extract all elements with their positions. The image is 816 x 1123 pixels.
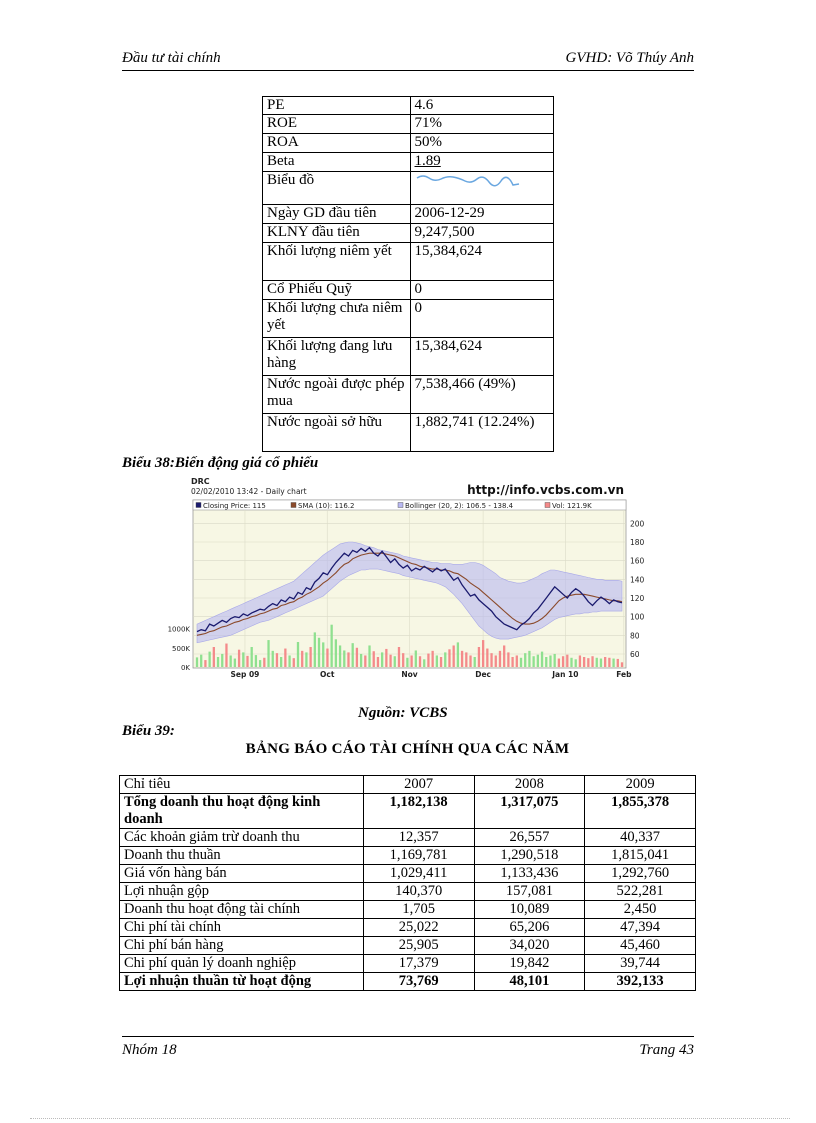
chart-volume-bar [503,645,505,667]
info-value: 71% [410,115,554,134]
chart-volume-bar [575,659,577,667]
fin-row-label: Tổng doanh thu hoạt động kinh doanh [120,794,364,829]
chart-volume-bar [604,657,606,667]
fin-cell: 1,182,138 [363,794,474,829]
info-key: ROE [263,115,411,134]
chart-volume-bar [200,655,202,667]
info-row [263,172,554,205]
info-value: 0 [410,281,554,300]
chart-volume-bar [322,642,324,667]
info-key: Nước ngoài sở hữu [263,414,411,452]
info-value: 7,538,466 (49%) [410,376,554,414]
chart-volume-bar [562,656,564,667]
chart-volume-bar [335,639,337,667]
chart-volume-bar [587,658,589,667]
chart-volume-bar [339,645,341,667]
chart-volume-bar [457,642,459,667]
chart-site: http://info.vcbs.com.vn [467,483,624,497]
info-key: Cổ Phiếu Quỹ [263,281,411,300]
chart-legend-swatch [291,503,296,508]
chart-volume-bar [545,657,547,667]
fin-cell: 1,292,760 [585,865,696,883]
chart-volume-bar [511,657,513,667]
info-row [263,115,554,134]
chart-volume-bar [402,653,404,667]
chart-volume-bar [288,655,290,667]
price-chart-svg [168,476,648,686]
info-value: 4.6 [410,97,554,115]
info-row [263,134,554,153]
chart-volume-bar [583,657,585,667]
page-bottom-rule [30,1118,790,1119]
chart-volume-bar [591,656,593,667]
fin-row [120,847,696,865]
chart-volume-bar [486,649,488,667]
fin-cell: 1,317,075 [474,794,585,829]
page-footer [122,1036,694,1063]
chart-y-tick: 200 [630,519,645,529]
info-key: ROA [263,134,411,153]
chart-volume-bar [612,659,614,667]
chart-x-tick: Oct [320,670,335,679]
info-key: Ngày GD đầu tiên [263,205,411,224]
chart-volume-bar [596,658,598,667]
chart-source: Nguồn: VCBS [358,705,448,721]
chart-ticker: DRC [191,477,210,486]
info-row [263,281,554,300]
fin-cell: 392,133 [585,973,696,991]
chart-volume-bar [427,654,429,667]
footer-group: Nhóm 18 [122,1042,177,1058]
chart-volume-bar [423,659,425,667]
chart-volume-bar [389,655,391,667]
info-key: KLNY đầu tiên [263,224,411,243]
fin-row [120,901,696,919]
fin-header-year: 2008 [474,776,585,794]
chart-volume-bar [431,651,433,667]
info-value: 0 [410,300,554,338]
chart-x-tick: Jan 10 [552,670,579,679]
chart-volume-bar [558,659,560,667]
fin-cell: 1,029,411 [363,865,474,883]
footer-page: Trang 43 [639,1042,694,1058]
fin-cell: 25,905 [363,937,474,955]
fin-row-label: Lợi nhuận gộp [120,883,364,901]
info-value: 1,882,741 (12.24%) [410,414,554,452]
info-value [410,172,554,205]
info-row [263,224,554,243]
chart-volume-bar [453,645,455,667]
fin-row-label: Chi phí quản lý doanh nghiệp [120,955,364,973]
caption-38: Biểu 38:Biến động giá cổ phiếu [122,455,319,471]
fin-cell: 19,842 [474,955,585,973]
fin-cell: 47,394 [585,919,696,937]
chart-volume-bar [478,647,480,667]
chart-volume-bar [448,649,450,667]
fin-cell: 45,460 [585,937,696,955]
chart-volume-bar [482,640,484,667]
fin-row-label: Lợi nhuận thuần từ hoạt động [120,973,364,991]
chart-volume-bar [520,658,522,667]
chart-x-tick: Dec [475,670,491,679]
chart-volume-bar [541,652,543,667]
info-key: PE [263,97,411,115]
chart-volume-bar [490,653,492,667]
info-value: 15,384,624 [410,243,554,281]
info-value: 15,384,624 [410,338,554,376]
chart-volume-bar [444,652,446,667]
info-key: Khối lượng chưa niêm yết [263,300,411,338]
chart-volume-bar [221,654,223,667]
fin-header-row [120,776,696,794]
chart-y-tick: 140 [630,575,645,585]
fin-cell: 1,133,436 [474,865,585,883]
chart-volume-bar [364,655,366,667]
info-row [263,153,554,172]
chart-volume-bar [377,657,379,667]
fin-cell: 48,101 [474,973,585,991]
chart-volume-bar [465,652,467,667]
fin-cell: 1,705 [363,901,474,919]
fin-cell: 1,169,781 [363,847,474,865]
info-row [263,414,554,452]
chart-volume-bar [469,655,471,667]
chart-volume-bar [347,652,349,667]
chart-volume-bar [280,657,282,667]
fin-cell: 65,206 [474,919,585,937]
chart-volume-bar [373,651,375,667]
chart-volume-bar [415,650,417,667]
chart-volume-bar [259,660,261,667]
chart-volume-bar [398,647,400,667]
chart-volume-bar [524,653,526,667]
chart-volume-bar [284,649,286,667]
chart-volume-bar [436,655,438,667]
chart-volume-bar [234,659,236,667]
chart-volume-bar [314,632,316,667]
info-row [263,300,554,338]
fin-header-year: 2007 [363,776,474,794]
chart-volume-bar [213,647,215,667]
chart-y-tick: 160 [630,556,645,566]
fin-cell: 12,357 [363,829,474,847]
chart-volume-bar [208,652,210,667]
fin-row [120,973,696,991]
chart-legend-swatch [398,503,403,508]
chart-x-tick: Nov [401,670,418,679]
chart-volume-bar [579,655,581,667]
fin-cell: 26,557 [474,829,585,847]
chart-legend-label: SMA (10): 116.2 [298,502,355,510]
chart-volume-bar [570,658,572,667]
chart-volume-bar [394,656,396,667]
fin-cell: 140,370 [363,883,474,901]
chart-volume-bar [318,638,320,667]
chart-volume-bar [225,644,227,667]
chart-volume-bar [440,657,442,667]
chart-volume-bar [272,651,274,667]
chart-volume-bar [204,660,206,667]
chart-volume-bar [474,657,476,667]
info-value: 50% [410,134,554,153]
chart-volume-bar [566,655,568,667]
chart-y-tick: 120 [630,594,645,603]
chart-y-tick: 60 [630,650,640,659]
info-key: Biểu đồ [263,172,411,205]
fin-row [120,937,696,955]
fin-row-label: Chi phí bán hàng [120,937,364,955]
chart-legend-label: Bollinger (20, 2): 106.5 - 138.4 [405,502,514,510]
info-value: 1.89 [410,153,554,172]
info-row [263,376,554,414]
chart-volume-bar [600,659,602,667]
chart-legend-label: Vol: 121.9K [552,502,592,510]
chart-volume-bar [406,658,408,667]
fin-header-year: 2009 [585,776,696,794]
chart-volume-bar [368,645,370,667]
chart-volume-bar [352,643,354,667]
info-key: Khối lượng niêm yết [263,243,411,281]
fin-row [120,955,696,973]
chart-y-tick: 80 [630,631,640,641]
chart-volume-bar [516,655,518,667]
chart-legend-swatch [196,503,201,508]
chart-volume-bar [621,662,623,667]
fin-table-title: BẢNG BÁO CÁO TÀI CHÍNH QUA CÁC NĂM [245,741,570,757]
chart-subtitle: 02/02/2010 13:42 - Daily chart [191,487,307,496]
sparkline-line [417,176,519,186]
chart-volume-bar [537,655,539,667]
chart-volume-bar [276,653,278,667]
fin-row [120,919,696,937]
chart-volume-bar [343,650,345,667]
chart-volume-bar [385,649,387,667]
chart-volume-bar [461,651,463,667]
chart-legend-label: Closing Price: 115 [203,502,266,510]
fin-cell: 10,089 [474,901,585,919]
chart-legend-swatch [545,503,550,508]
chart-volume-bar [242,652,244,667]
fin-row [120,865,696,883]
info-value: 9,247,500 [410,224,554,243]
chart-vol-tick: 500K [172,644,190,653]
chart-vol-tick: 0K [180,664,190,672]
price-chart [168,476,648,686]
chart-volume-bar [309,647,311,667]
stock-info-table [262,96,554,452]
fin-cell: 34,020 [474,937,585,955]
info-row [263,338,554,376]
chart-volume-bar [238,650,240,667]
header-course: Đầu tư tài chính [122,50,221,66]
chart-volume-bar [410,655,412,667]
caption-39: Biểu 39: [122,723,175,739]
fin-row [120,829,696,847]
chart-volume-bar [297,642,299,667]
info-value: 2006-12-29 [410,205,554,224]
fin-row-label: Giá vốn hàng bán [120,865,364,883]
fin-cell: 157,081 [474,883,585,901]
chart-volume-bar [499,651,501,667]
fin-cell: 1,815,041 [585,847,696,865]
fin-cell: 17,379 [363,955,474,973]
fin-cell: 1,855,378 [585,794,696,829]
chart-volume-bar [554,654,556,667]
chart-volume-bar [360,654,362,667]
info-key: Nước ngoài được phép mua [263,376,411,414]
chart-x-tick: Sep 09 [230,670,260,679]
chart-volume-bar [331,625,333,667]
chart-y-tick: 180 [630,538,645,547]
info-key: Beta [263,153,411,172]
chart-volume-bar [356,648,358,667]
chart-volume-bar [230,655,232,667]
chart-volume-bar [246,656,248,667]
fin-row-label: Doanh thu thuần [120,847,364,865]
fin-row [120,883,696,901]
chart-volume-bar [495,655,497,667]
chart-volume-bar [528,651,530,667]
fin-row-label: Các khoản giảm trừ doanh thu [120,829,364,847]
chart-volume-bar [305,652,307,667]
chart-volume-bar [196,657,198,667]
info-row [263,97,554,115]
fin-cell: 40,337 [585,829,696,847]
chart-volume-bar [507,652,509,667]
chart-volume-bar [293,658,295,667]
chart-volume-bar [381,652,383,667]
fin-cell: 1,290,518 [474,847,585,865]
chart-y-tick: 100 [630,612,645,622]
chart-volume-bar [617,659,619,667]
chart-vol-tick: 1000K [168,625,190,634]
chart-volume-bar [419,656,421,667]
fin-row [120,794,696,829]
chart-volume-bar [549,655,551,667]
fin-cell: 73,769 [363,973,474,991]
info-key: Khối lượng đang lưu hàng [263,338,411,376]
chart-volume-bar [326,649,328,667]
page-header [122,48,694,71]
fin-row-label: Doanh thu hoạt động tài chính [120,901,364,919]
fin-row-label: Chi phí tài chính [120,919,364,937]
fin-cell: 25,022 [363,919,474,937]
fin-cell: 2,450 [585,901,696,919]
fin-cell: 39,744 [585,955,696,973]
chart-volume-bar [217,657,219,667]
chart-volume-bar [251,647,253,667]
chart-volume-bar [267,640,269,667]
chart-volume-bar [301,651,303,667]
chart-x-tick: Feb [616,670,632,679]
chart-volume-bar [532,656,534,667]
chart-volume-bar [608,658,610,667]
info-row [263,243,554,281]
financial-table [119,775,696,991]
fin-header-label: Chỉ tiêu [120,776,364,794]
chart-volume-bar [255,655,257,667]
header-instructor: GVHD: Võ Thúy Anh [565,50,694,66]
sparkline-icon [415,172,521,192]
chart-volume-bar [263,658,265,667]
fin-cell: 522,281 [585,883,696,901]
info-row [263,205,554,224]
